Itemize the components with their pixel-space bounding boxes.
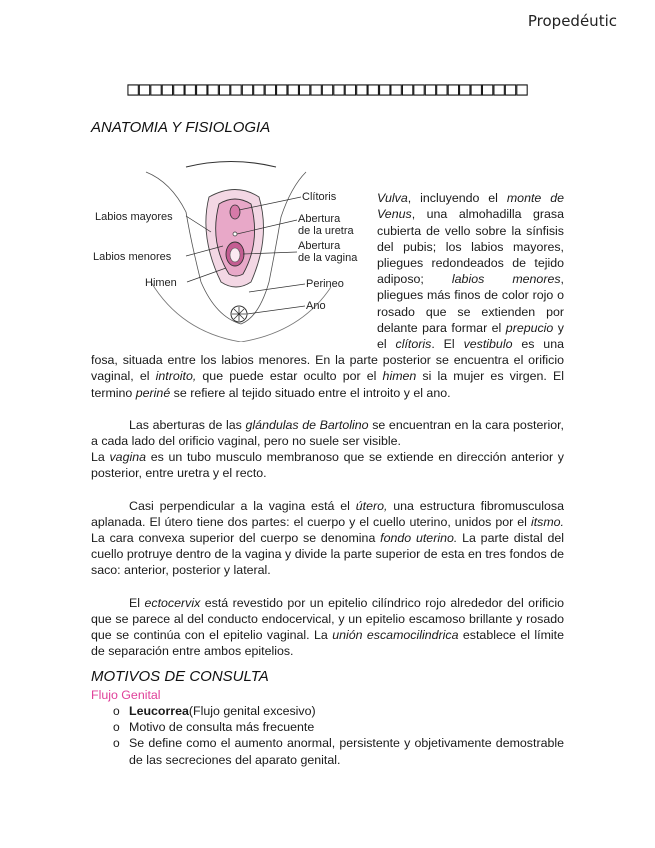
- paragraph-ectocervix: [91, 595, 564, 660]
- italic-term: prepucio: [505, 320, 554, 335]
- italic-term: himen: [382, 369, 417, 384]
- italic-term: ectocervix: [144, 595, 201, 610]
- italic-term: vestibulo: [463, 337, 513, 352]
- text-run: Casi perpendicular a la vagina está el: [129, 498, 356, 513]
- text-run: , una almohadilla grasa cubierta de vello sobre la sínfisis del pubis; los labios mayores, pliegues redondeados de tejido adiposo;: [377, 207, 564, 287]
- text-run: una estructura fibromusculosa aplanada. El útero tiene dos partes: el cuerpo y el cuello uterino, unidos por el: [91, 498, 564, 529]
- text-run: El: [129, 595, 145, 610]
- page-title-placeholder-glyphs: □□□□□□□□□□□□□□□□□□□□□□□□□□□□□□□□□□□: [127, 78, 528, 100]
- text-run: (Flujo genital excesivo): [188, 703, 316, 718]
- page-header-section: Propedéutic: [527, 12, 617, 30]
- text-run: , incluyendo el: [407, 191, 507, 206]
- label-clitoris: Clítoris: [302, 191, 337, 204]
- text-run: establece el límite de separación entre ambos epitelios.: [91, 628, 564, 659]
- paragraph-vagina: [91, 449, 564, 481]
- text-run: se refiere al tejido situado entre el introito y el ano.: [170, 385, 451, 400]
- text-run: que puede estar oculto por el: [196, 369, 383, 384]
- italic-term: Vulva: [377, 191, 408, 206]
- vulva-anatomy-figure: [91, 142, 373, 342]
- italic-term: fondo uterino.: [380, 531, 458, 546]
- italic-term: introito,: [155, 369, 197, 384]
- text-run: Las aberturas de las: [129, 417, 246, 432]
- text-run: Motivo de consulta más frecuente: [129, 720, 315, 735]
- label-perineo: Perineo: [306, 278, 344, 291]
- text-run: La: [91, 450, 110, 465]
- bullet-item: [113, 703, 564, 719]
- italic-term: útero,: [355, 498, 388, 513]
- italic-term: glándulas de Bartolino: [245, 417, 369, 432]
- vulva-diagram: [91, 142, 373, 342]
- bullet-item: [113, 719, 564, 735]
- italic-term: monte de Venus: [377, 191, 564, 222]
- bullet-item: [113, 735, 564, 767]
- label-abertura-vagina-2: de la vagina: [298, 252, 358, 265]
- italic-term: itsmo.: [530, 514, 564, 529]
- text-run: y el: [377, 320, 564, 352]
- italic-term: periné: [135, 385, 171, 400]
- label-abertura-uretra-1: Abertura: [298, 213, 341, 226]
- label-labios-mayores: Labios mayores: [95, 211, 173, 224]
- motivos-heading: MOTIVOS DE CONSULTA: [91, 668, 269, 686]
- label-himen: Himen: [145, 277, 177, 290]
- italic-term: clítoris: [395, 337, 432, 352]
- italic-term: vagina: [109, 450, 146, 465]
- text-run: es una fosa, situada entre los labios menores. En la parte posterior se encuentra el orificio vaginal, el: [91, 337, 564, 384]
- text-run: si la mujer es virgen. El termino: [91, 369, 564, 400]
- text-run: La parte distal del cuello protruye dentro de la vagina y divide la parte superior de esta en tres fondos de saco: anterior, posterior y lateral.: [91, 531, 564, 578]
- text-run: La cara convexa superior del cuerpo se denomina: [91, 531, 381, 546]
- label-ano: Ano: [306, 300, 326, 313]
- text-run: es un tubo musculo membranoso que se extiende en dirección anterior y posterior, entre uretra y el recto.: [91, 450, 564, 481]
- label-abertura-vagina-1: Abertura: [298, 240, 341, 253]
- text-run: . El: [431, 337, 464, 352]
- text-run: Se define como el aumento anormal, persistente y objetivamente demostrable de las secreciones del aparato genital.: [129, 736, 564, 767]
- document-body: [91, 120, 564, 768]
- italic-term: unión escamocilindrica: [332, 628, 459, 643]
- text-run: está revestido por un epitelio cilíndrico rojo alrededor del orificio que se parece al del conducto endocervical, y un epitelio escamoso brillante y rosado que se continúa con el epitelio vaginal. La: [91, 595, 564, 643]
- text-run: se encuentran en la cara posterior, a cada lado del orificio vaginal, pero no suele ser visible.: [91, 417, 565, 449]
- anatomy-heading: ANATOMIA Y FISIOLOGIA: [91, 119, 271, 136]
- motivos-bullet-list: [91, 703, 564, 768]
- paragraph-utero: [91, 498, 564, 579]
- paragraph-bartolino: [91, 417, 564, 449]
- label-abertura-uretra-2: de la uretra: [298, 225, 354, 238]
- label-labios-menores: Labios menores: [93, 251, 172, 264]
- bold-term: Leucorrea: [129, 703, 189, 718]
- text-run: , pliegues más finos de color rojo o rosado que se extienden por delante para formar el: [377, 272, 564, 335]
- italic-term: labios menores: [451, 272, 561, 287]
- flujo-genital-subheading: Flujo Genital: [91, 687, 161, 702]
